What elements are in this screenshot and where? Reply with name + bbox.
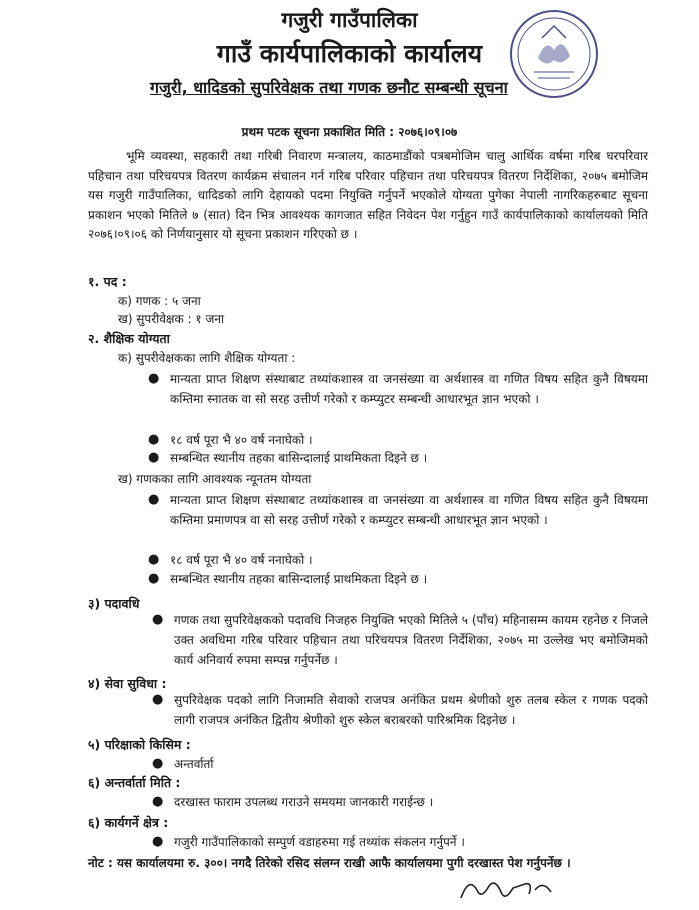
section-qualification-heading: २. शैक्षिक योग्यता [88,331,170,346]
enumerator-qualification-heading: ख) गणकका लागि आवश्यक न्यूनतम योग्यता [118,472,312,486]
list-item [152,832,648,852]
footer-note: नोट : यस कार्यालयमा रु. ३००। नगदै तिरेको रसिद संलग्न राखी आफै कार्यालयमा पुगी दरखास्त पेश गर्नुपर्नेछ । [88,856,571,870]
bullet-text: १८ वर्ष पूरा भै ४० वर्ष ननाघेको । [170,433,313,447]
publication-date: प्रथम पटक सूचना प्रकाशित मिति : २०७६।०९।०७ [241,125,458,139]
bullet-text: १८ वर्ष पूरा भै ४० वर्ष ननाघेको । [170,553,313,567]
section-benefits-heading: ४) सेवा सुविधा : [88,676,167,691]
section-exam-type-heading: ५) परिक्षाको किसिम : [88,737,191,752]
bullet-text: गणक तथा सुपरिवेक्षकको पदावधि निजहरु नियुक्ति भएको मितिले ५ (पाँच) महिनासम्म कायम रहनेछ र निजले उक्त अवधिमा गरिब परिवार पहिचान तथा परिचयपत्र वितरण निर्देशिका, २०७५ मा उल्लेख भए बमोजिमको कार्य अनिवार्य रुपमा सम्पन्न गर्नुपर्नेछ । [174,613,648,667]
list-item [148,490,648,530]
bullet-icon: ● [148,432,160,447]
bullet-text: सम्बन्धित स्थानीय तहका बासिन्दालाई प्राथमिकता दिइने छ । [170,451,428,465]
bullet-text: अन्तर्वार्ता [174,757,214,771]
signature [455,872,565,908]
bullet-icon: ● [152,756,164,771]
list-item [152,792,648,812]
supervisor-qualification-heading: क) सुपरीवेक्षकका लागि शैक्षिक योग्यता : [118,351,296,365]
bullet-text: गजुरी गाउँपालिकाको सम्पुर्ण वडाहरुमा गई तथ्यांक संकलन गर्नुपर्ने । [174,835,465,849]
list-item [148,569,648,589]
office-seal-stamp [508,8,600,100]
section-work-area-heading: ६) कार्यगर्ने क्षेत्र : [88,815,169,830]
office-subtitle: गाउँ कार्यपालिकाको कार्यालय [216,39,483,68]
list-item [148,430,648,450]
intro-paragraph: भूमि व्यवस्था, सहकारी तथा गरिबी निवारण मन्त्रालय, काठमाडौंको पत्रबमोजिम चालु आर्थिक वर्षमा गरिब घरपरिवार पहिचान तथा परिचयपत्र वितरण कार्यक्रम संचालन गर्न गरिब परिवार पहिचान तथा परिचयपत्र वितरण निर्देशिका, २०७५ बमोजिम यस गजुरी गाउँपालिका, धादिडको लागि देहायको पदमा नियुक्ति गर्नुपर्ने भएकोले योग्यता पुगेका नेपाली नागरिकहरुबाट सूचना प्रकाशन भएको मितिले ७ (सात) दिन भित्र आवश्यक कागजात सहित निवेदन पेश गर्नुहुन गाउँ कार्यपालिकाको कार्यालयको मिति २०७६।०९।०६ को निर्णयानुसार यो सूचना प्रकाशन गरिएको छ । [88,149,648,241]
list-item [152,610,648,670]
bullet-text: दरखास्त फाराम उपलब्ध गराउने समयमा जानकारी गराईन्छ । [174,795,434,809]
bullet-text: मान्यता प्राप्त शिक्षण संस्थाबाट तथ्यांकशास्त्र वा जनसंख्या वा अर्थशास्त्र वा गणित विषय सहित कुनै विषयमा कम्तिमा स्नातक वा सो सरह उत्तीर्ण गरेको र कम्प्युटर सम्बन्धी आधारभूत ज्ञान भएको । [170,372,648,406]
office-title: गजुरी गाउँपालिका [281,8,418,32]
list-item [148,369,648,409]
bullet-icon: ● [152,794,164,809]
section-interview-date-heading: ६) अन्तर्वार्ता मिति : [88,775,181,790]
list-item [152,690,648,730]
bullet-icon: ● [152,612,164,627]
post-item-enumerator: क) गणक : ५ जना [118,294,201,308]
bullet-icon: ● [148,571,160,586]
bullet-icon: ● [148,371,160,386]
list-item [152,754,648,774]
bullet-text: सुपरिवेक्षक पदको लागि निजामति सेवाको राजपत्र अनंकित प्रथम श्रेणीको शुरु तलब स्केल र गणक पदको लागी राजपत्र अनंकित द्वितीय श्रेणीको शुरु स्केल बराबरको पारिश्रमिक दिइनेछ । [174,693,648,727]
bullet-icon: ● [148,450,160,465]
post-item-supervisor: ख) सुपरीवेक्षक : १ जना [118,312,225,326]
bullet-icon: ● [148,552,160,567]
list-item [148,550,648,570]
bullet-icon: ● [152,834,164,849]
bullet-text: सम्बन्धित स्थानीय तहका बासिन्दालाई प्राथमिकता दिइने छ । [170,572,428,586]
bullet-icon: ● [148,492,160,507]
list-item [148,448,648,468]
section-post-heading: १. पद : [88,274,127,289]
bullet-icon: ● [152,692,164,707]
section-tenure-heading: ३) पदावधि [88,596,140,611]
bullet-text: मान्यता प्राप्त शिक्षण संस्थाबाट तथ्यांकशास्त्र वा जनसंख्या वा अर्थशास्त्र वा गणित विषय सहित कुनै विषयमा कम्तिमा प्रमाणपत्र वा सो सरह उत्तीर्ण गरेको र कम्प्युटर सम्बन्धी आधारभूत ज्ञान भएको । [170,493,648,527]
notice-title: गजुरी, धादिडको सुपरिवेक्षक तथा गणक छनौट सम्बन्धी सूचना [150,78,508,97]
